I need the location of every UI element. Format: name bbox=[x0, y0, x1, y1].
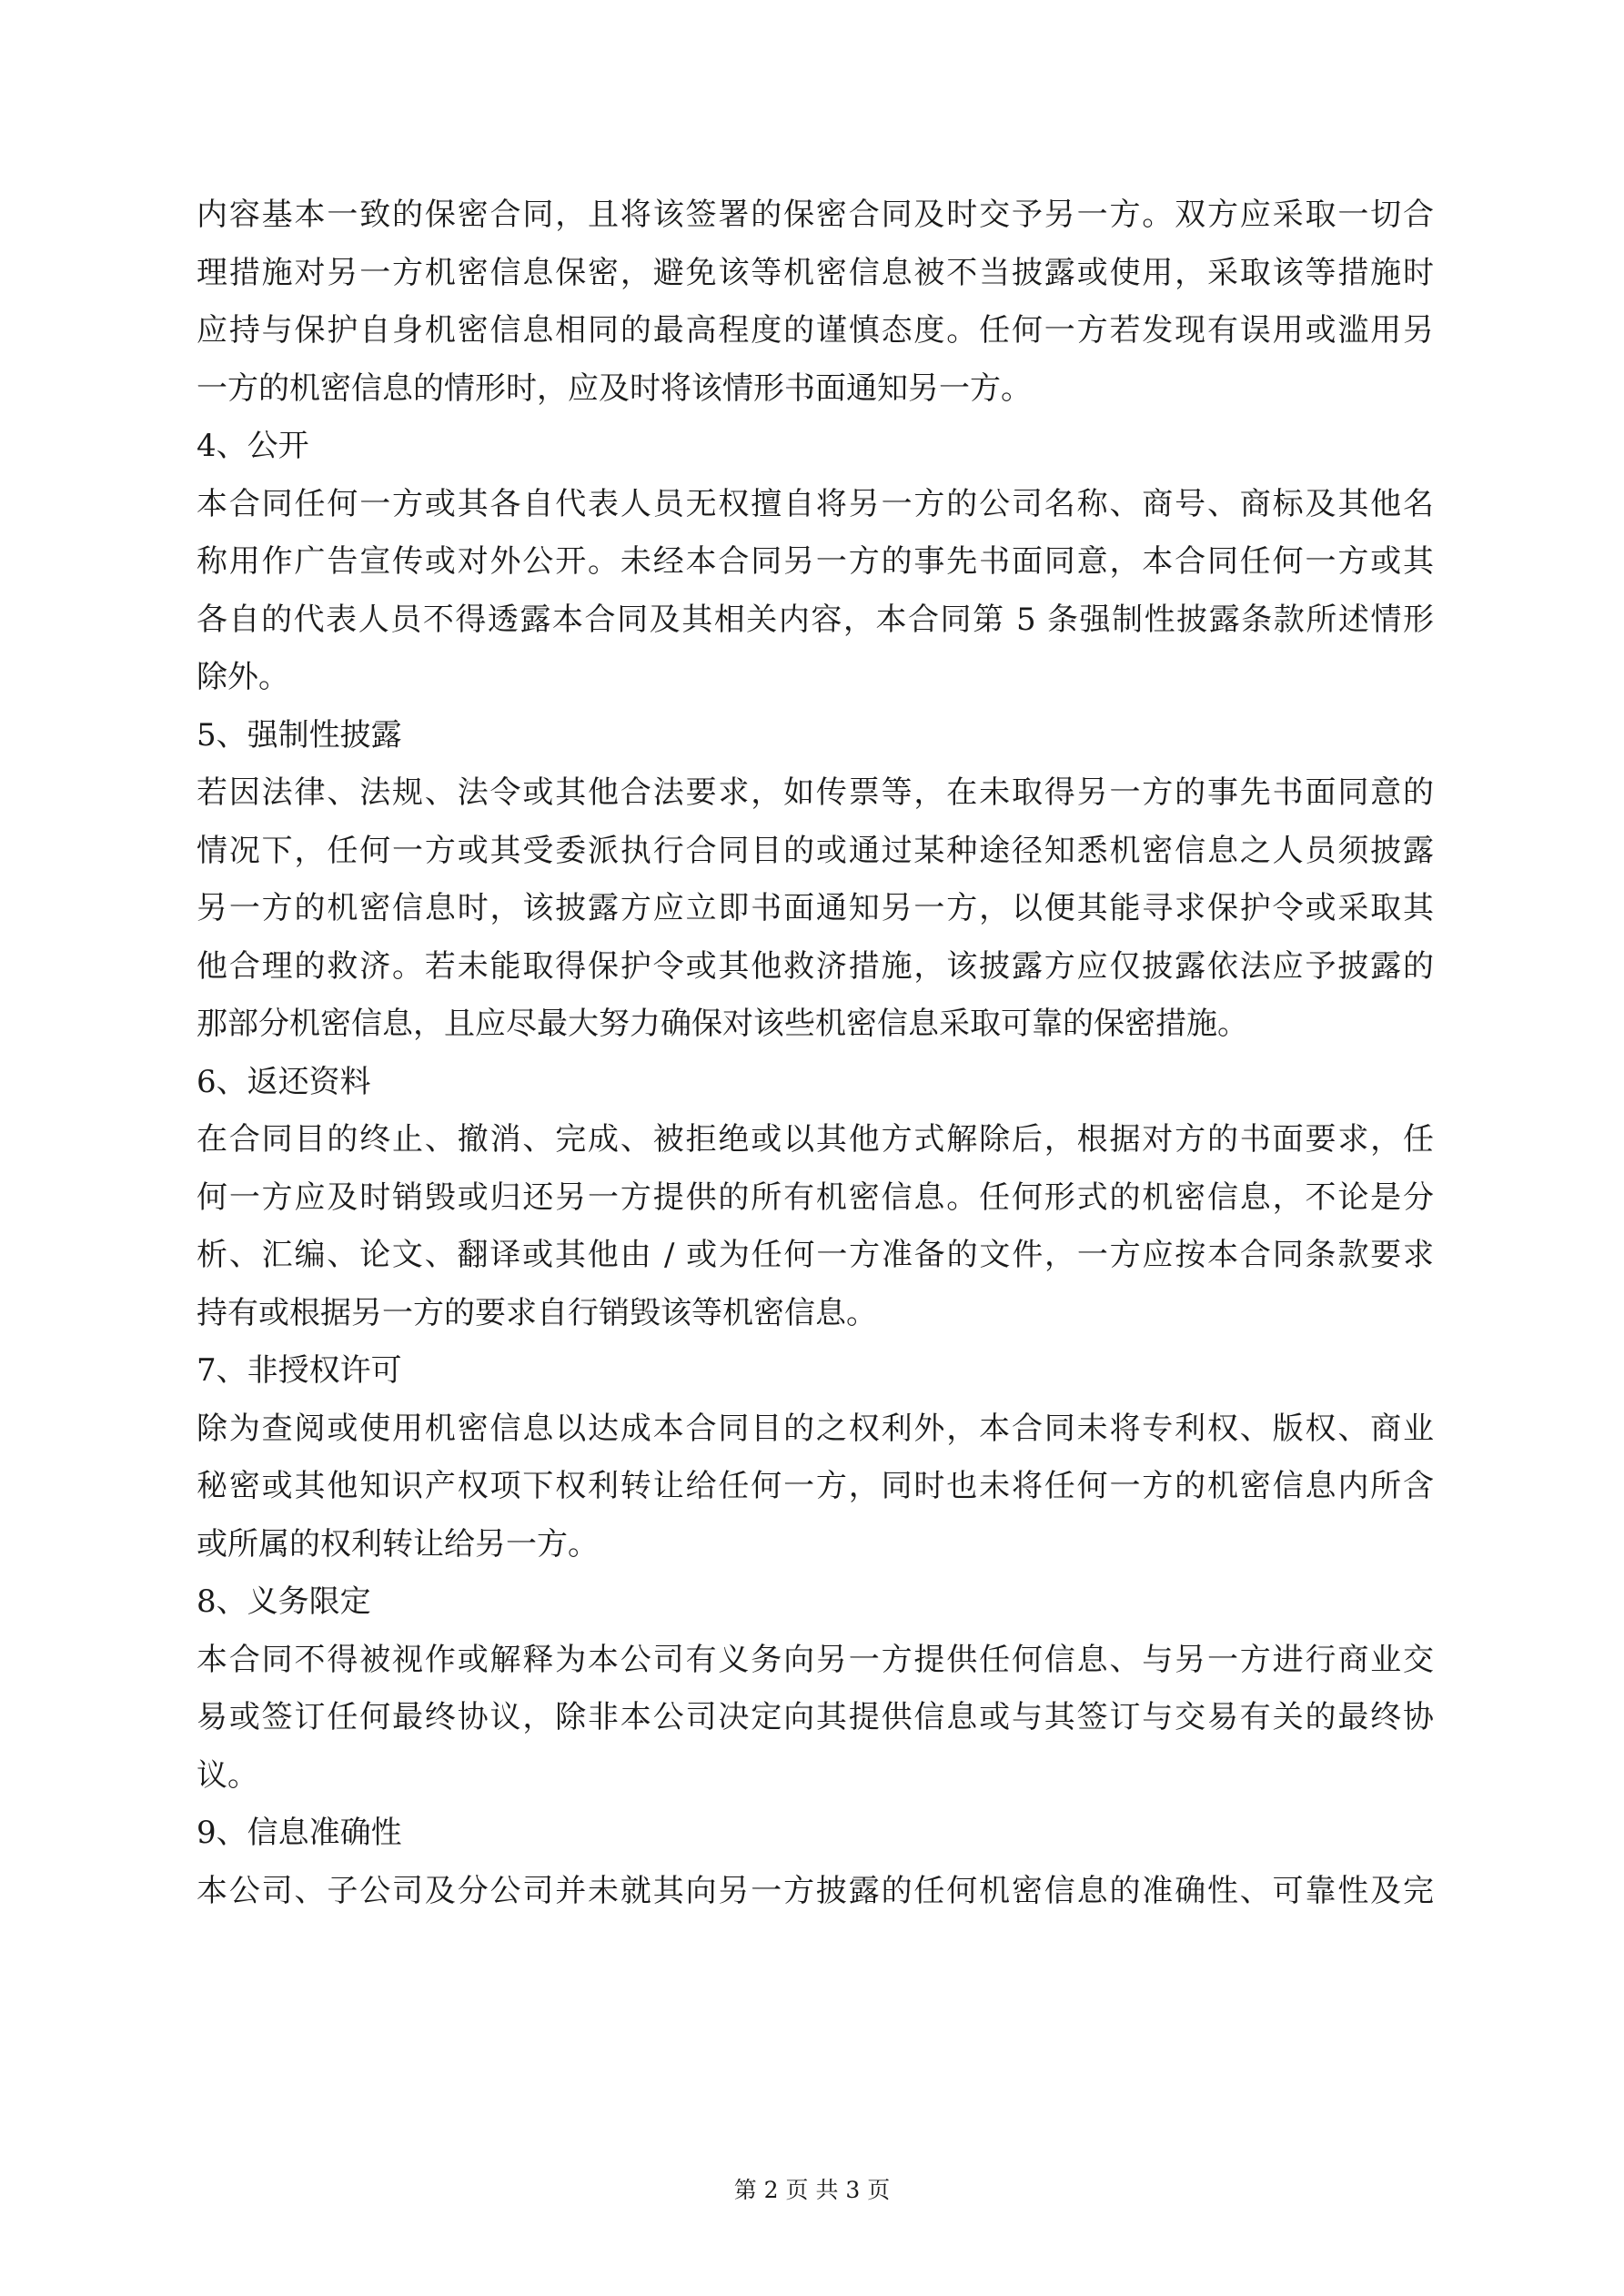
section-heading: 5、强制性披露 bbox=[197, 716, 402, 754]
paragraph-line: 那部分机密信息，且应尽最大努力确保对该些机密信息采取可靠的保密措施。 bbox=[197, 1006, 1248, 1042]
paragraph-line: 何一方应及时销毁或归还另一方提供的所有机密信息。任何形式的机密信息，不论是分 bbox=[197, 1178, 1434, 1216]
section-heading: 6、返还资料 bbox=[197, 1063, 371, 1100]
paragraph-line: 除外。 bbox=[197, 659, 289, 695]
page-footer: 第 2 页 共 3 页 bbox=[733, 2177, 891, 2203]
paragraph-line: 本公司、子公司及分公司并未就其向另一方披露的任何机密信息的准确性、可靠性及完 bbox=[197, 1872, 1434, 1909]
paragraph-line: 析、汇编、论文、翻译或其他由 / 或为任何一方准备的文件，一方应按本合同条款要求 bbox=[197, 1237, 1434, 1273]
paragraph-line: 理措施对另一方机密信息保密，避免该等机密信息被不当披露或使用，采取该等措施时 bbox=[197, 254, 1434, 291]
section-heading: 7、非授权许可 bbox=[197, 1352, 402, 1389]
paragraph-line: 应持与保护自身机密信息相同的最高程度的谨慎态度。任何一方若发现有误用或滥用另 bbox=[197, 312, 1434, 349]
paragraph-line: 本合同任何一方或其各自代表人员无权擅自将另一方的公司名称、商号、商标及其他名 bbox=[197, 485, 1434, 522]
paragraph-line: 另一方的机密信息时，该披露方应立即书面通知另一方，以便其能寻求保护令或采取其 bbox=[197, 890, 1434, 926]
section-heading: 9、信息准确性 bbox=[197, 1815, 402, 1851]
paragraph-line: 若因法律、法规、法令或其他合法要求，如传票等，在未取得另一方的事先书面同意的 bbox=[197, 774, 1434, 811]
paragraph-line: 内容基本一致的保密合同，且将该签署的保密合同及时交予另一方。双方应采取一切合 bbox=[197, 197, 1434, 233]
paragraph-line: 除为查阅或使用机密信息以达成本合同目的之权利外，本合同未将专利权、版权、商业 bbox=[197, 1410, 1434, 1447]
paragraph-line: 本合同不得被视作或解释为本公司有义务向另一方提供任何信息、与另一方进行商业交 bbox=[197, 1641, 1434, 1678]
paragraph-line: 称用作广告宣传或对外公开。未经本合同另一方的事先书面同意，本合同任何一方或其 bbox=[197, 543, 1434, 580]
paragraph-line: 易或签订任何最终协议，除非本公司决定向其提供信息或与其签订与交易有关的最终协 bbox=[197, 1699, 1434, 1735]
document-body bbox=[197, 187, 1434, 1920]
paragraph-line: 在合同目的终止、撤消、完成、被拒绝或以其他方式解除后，根据对方的书面要求，任 bbox=[197, 1121, 1434, 1158]
paragraph-line: 情况下，任何一方或其受委派执行合同目的或通过某种途径知悉机密信息之人员须披露 bbox=[197, 832, 1434, 869]
paragraph-line: 持有或根据另一方的要求自行销毁该等机密信息。 bbox=[197, 1294, 877, 1331]
section-heading: 8、义务限定 bbox=[197, 1583, 371, 1620]
section-heading: 4、公开 bbox=[197, 428, 309, 464]
paragraph-line: 或所属的权利转让给另一方。 bbox=[197, 1525, 599, 1563]
paragraph-line: 各自的代表人员不得透露本合同及其相关内容，本合同第 5 条强制性披露条款所述情形 bbox=[197, 601, 1434, 638]
paragraph-line: 秘密或其他知识产权项下权利转让给任何一方，同时也未将任何一方的机密信息内所含 bbox=[197, 1468, 1434, 1504]
paragraph-line: 一方的机密信息的情形时，应及时将该情形书面通知另一方。 bbox=[197, 369, 1032, 407]
paragraph-line: 议。 bbox=[197, 1756, 258, 1794]
paragraph-line: 他合理的救济。若未能取得保护令或其他救济措施，该披露方应仅披露依法应予披露的 bbox=[197, 947, 1434, 985]
